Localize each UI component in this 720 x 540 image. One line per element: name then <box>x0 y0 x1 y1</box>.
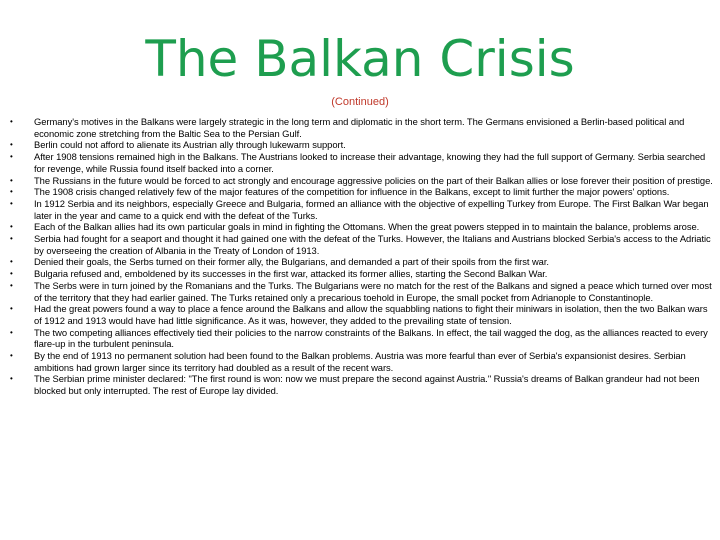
bullet-dot-icon: • <box>10 117 13 126</box>
bullet-item <box>10 116 714 139</box>
bullet-item <box>10 303 714 326</box>
bullet-item <box>10 268 714 280</box>
bullet-item <box>10 233 714 256</box>
bullet-dot-icon: • <box>10 257 13 267</box>
bullet-item <box>10 175 714 187</box>
bullet-dot-icon: • <box>10 280 13 290</box>
bullet-text: In 1912 Serbia and its neighbors, especially Greece and Bulgaria, formed an alliance with the objective of expelling Turkey from Europe. The First Balkan War began later in the year and came to a quick end with the defeat of the Turks. <box>34 197 709 221</box>
slide-title: The Balkan Crisis <box>145 30 575 88</box>
bullet-text: Germany's motives in the Balkans were largely strategic in the long term and diplomatic in the short term. The Germans envisioned a Berlin-based political and economic zone stretching from the Baltic Sea to the Persian Gulf. <box>34 116 685 139</box>
bullet-item <box>10 186 714 198</box>
bullet-text: Berlin could not afford to alienate its Austrian ally through lukewarm support. <box>34 139 346 151</box>
bullet-text: Serbia had fought for a seaport and thought it had gained one with the defeat of the Turks. However, the Italians and Austrians blocked Serbia's access to the Adriatic by overseeing the creation of Albania in the Treaty of London of 1913. <box>34 233 711 256</box>
bullet-dot-icon: • <box>10 269 13 279</box>
bullet-list <box>10 116 714 397</box>
bullet-item <box>10 151 714 174</box>
bullet-text: The Serbian prime minister declared: "The first round is won: now we must prepare the second against Austria." Russia's dreams of Balkan grandeur had not been blocked but only interrupted. The rest of Europe lay divided. <box>34 373 700 397</box>
bullet-text: The Serbs were in turn joined by the Romanians and the Turks. The Bulgarians were no match for the rest of the Balkans and signed a peace which turned over most of the territory that they had earlier gained. The Turks retained only a precarious toehold in Europe, the small pocket from Adrianople to Constantinople. <box>34 279 712 303</box>
bullet-item <box>10 256 714 268</box>
bullet-dot-icon: • <box>10 234 13 244</box>
bullet-text: Bulgaria refused and, emboldened by its successes in the first war, attacked its former allies, starting the Second Balkan War. <box>34 268 548 280</box>
bullet-dot-icon: • <box>10 374 13 384</box>
bullet-dot-icon: • <box>10 198 13 208</box>
slide-subtitle: (Continued) <box>331 96 389 108</box>
bullet-item <box>10 350 714 373</box>
bullet-dot-icon: • <box>10 187 13 197</box>
bullet-dot-icon: • <box>10 140 13 150</box>
bullet-item <box>10 198 714 221</box>
bullet-text: Denied their goals, the Serbs turned on their former ally, the Bulgarians, and demanded a part of their spoils from the first war. <box>34 256 549 268</box>
bullet-item <box>10 139 714 151</box>
bullet-dot-icon: • <box>10 175 13 185</box>
bullet-dot-icon: • <box>10 152 13 162</box>
bullet-item <box>10 280 714 303</box>
bullet-text: The Russians in the future would be forced to act strongly and encourage aggressive policies on the part of their Balkan allies or lose forever their position of prestige. <box>34 174 713 186</box>
bullet-text: The two competing alliances effectively tied their policies to the narrow constraints of the Balkans. In effect, the tail wagged the dog, as the alliances reacted to every flare-up in the turbulent peninsula. <box>34 326 708 350</box>
bullet-text: After 1908 tensions remained high in the Balkans. The Austrians looked to increase their advantage, knowing they had the full support of Germany. Serbia searched for revenge, while Russia found itself backed into a corner. <box>34 151 706 174</box>
bullet-dot-icon: • <box>10 222 13 232</box>
bullet-text: Had the great powers found a way to place a fence around the Balkans and allow the squabbling nations to fight their miniwars in isolation, then the two Balkan wars of 1912 and 1913 would have had little significance. As it was, however, they added to the prevailing state of tension. <box>34 303 708 326</box>
bullet-text: Each of the Balkan allies had its own particular goals in mind in fighting the Ottomans. When the great powers stepped in to maintain the balance, problems arose. <box>34 221 700 233</box>
bullet-item <box>10 327 714 350</box>
bullet-dot-icon: • <box>10 351 13 361</box>
bullet-text: The 1908 crisis changed relatively few of the major features of the competition for influence in the Balkans, except to limit further the major powers' options. <box>34 186 670 198</box>
bullet-item <box>10 373 714 396</box>
bullet-dot-icon: • <box>10 304 13 314</box>
bullet-item <box>10 221 714 233</box>
bullet-text: By the end of 1913 no permanent solution had been found to the Balkan problems. Austria was more fearful than ever of Serbia's expansionist desires. Serbian ambitions had grown larger since its territory had doubled as a result of the recent wars. <box>34 350 686 373</box>
bullet-dot-icon: • <box>10 327 13 337</box>
